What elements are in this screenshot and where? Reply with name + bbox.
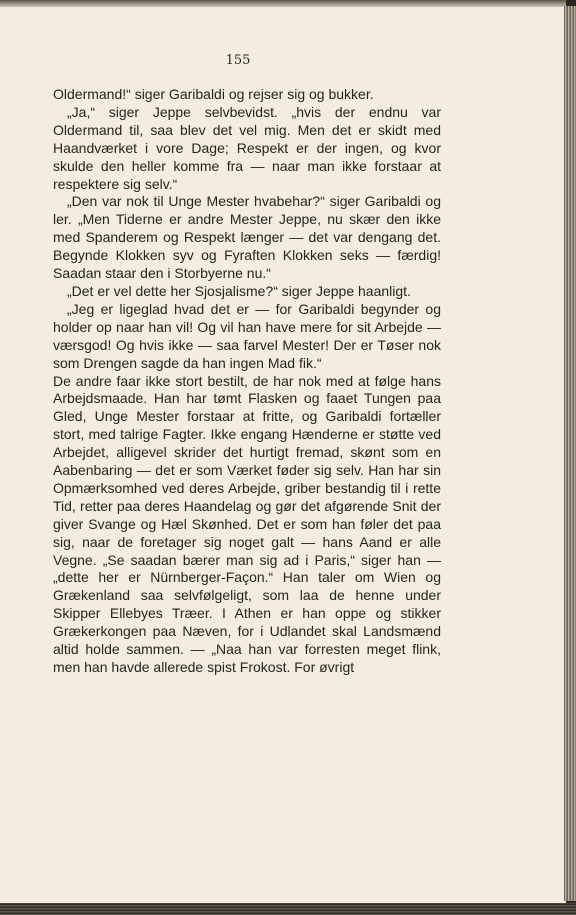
page-number: 155 bbox=[225, 53, 251, 68]
page-edges-bottom bbox=[0, 903, 576, 915]
paragraph: De andre faar ikke stort bestilt, de har nok med at følge hans Arbejdsmaade. Han har tømt Flasken og faaet Tungen paa Gled, Unge Mester forstaar at fritte, og Garibaldi fortæller stort, med talrige Fagter. Ikke engang Hænderne er støtte ved Arbejdet, alligevel skrider det hurtigt fremad, skønt som en Aabenbaring — det er som Værket føder sig selv. Han har sin Opmærksomhed ved deres Arbejde, griber bestandig til i rette Tid, retter paa deres Haandelag og gør det afgørende Snit der giver Svange og Hæl Skønhed. Det er som han føler det paa sig, naar de foretager sig noget galt — hans Aand er alle Vegne. „Se saadan bærer man sig ad i Paris,“ siger han — „dette her er Nürnberger-Façon.“ Han taler om Wien og Grækenland saa selvfølgeligt, som laa de henne under Skipper Ellebyes Træer. I Athen er han oppe og stikker Grækerkongen paa Næven, for i Udlandet skal Landsmænd altid holde sammen. — „Naa han var forresten meget flink, men han havde allerede spist Frokost. For øvrigt bbox=[53, 372, 441, 675]
paragraph: „Jeg er ligeglad hvad det er — for Garibaldi begynder og holder op naar han vil! Og vil han have mere for sit Arbejde — værsgod! Og hvis ikke — saa farvel Mester! Der er Tøser nok som Drengen sagde da han ingen Mad fik.“ bbox=[53, 300, 441, 371]
page-top-shadow bbox=[0, 0, 566, 7]
paragraph: Oldermand!“ siger Garibaldi og rejser sig og bukker. bbox=[53, 86, 374, 102]
paragraph: „Det er vel dette her Sjosjalisme?“ siger Jeppe haanligt. bbox=[67, 282, 411, 299]
paragraph: „Ja,“ siger Jeppe selvbevidst. „hvis der endnu var Oldermand til, saa blev det vel mig. Men det er skidt med Haandværket i vore Dage; Respekt er der ingen, og kvor skulde den heller komme fra — naar man ikke forstaar at respektere sig selv.“ bbox=[53, 103, 441, 192]
body-text bbox=[53, 86, 441, 677]
paragraph: „Den var nok til Unge Mester hvabehar?“ siger Garibaldi og ler. „Men Tiderne er andre Mester Jeppe, nu skær den ikke med Spanderem og Respekt længer — det var dengang det. Begynde Klokken syv og Fyraften Klokken seks — færdig! Saadan staar den i Storbyerne nu.“ bbox=[53, 193, 441, 282]
page-edges-right bbox=[564, 6, 576, 901]
